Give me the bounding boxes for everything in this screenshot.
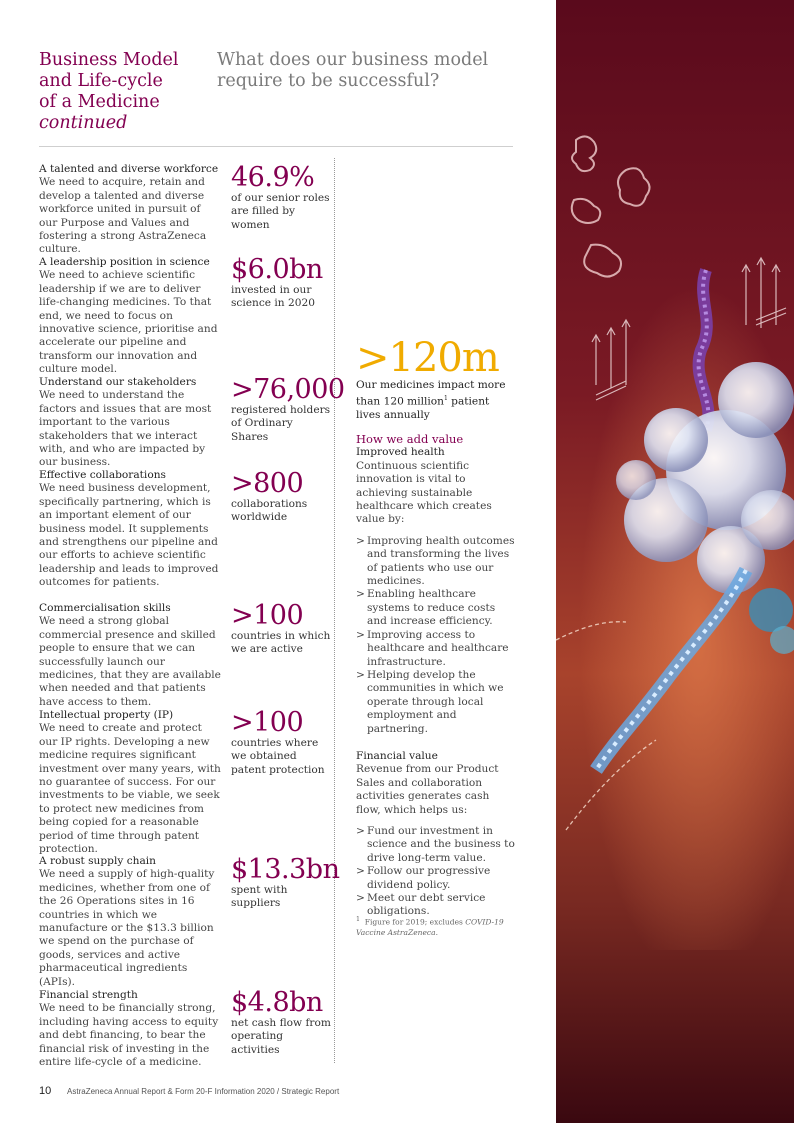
requirement-item [39,709,221,856]
footnote [356,915,516,938]
requirement-item [39,989,221,1069]
requirement-item [39,469,221,590]
stat-label: registered holders of Ordinary Shares [231,404,331,443]
requirement-item [39,602,221,709]
stat-block [231,164,331,232]
section-title-continued: continued [39,113,128,133]
list-item: > Fund our investment in science and the business to drive long-term value. [356,825,516,865]
stat-block [231,989,331,1057]
stat-label: countries in which we are active [231,630,331,656]
financial-intro: Revenue from our Product Sales and collaboration activities generates cash flow, which helps us: [356,763,499,816]
hero-label-text: Our medicines impact more than 120 million [356,379,506,408]
section-title-line: Business Model [39,50,179,70]
stat-label: countries where we obtained patent protection [231,737,325,776]
requirement-heading: Commercialisation skills [39,602,171,614]
stat-value: $13.3bn [231,854,340,885]
financial-bullets [356,825,516,919]
stat-value: 46.9% [231,162,315,193]
stat-value: $4.8bn [231,987,323,1018]
stat-label: net cash flow from operating activities [231,1017,331,1056]
requirement-heading: Financial strength [39,989,138,1001]
stat-label: of our senior roles are filled by women [231,192,330,231]
hero-value: >120m [356,335,499,381]
requirement-heading: Intellectual property (IP) [39,709,174,721]
requirement-body: We need a supply of high-quality medicines, whether from one of the 26 Operations sites in 16 countries in which we manufacture or the $13.3 billion we spend on the purchase of goods, services and active pharmaceutical ingredients (APIs). [39,868,215,988]
requirement-item [39,855,221,989]
stat-block [231,470,331,525]
requirement-body: We need to acquire, retain and develop a talented and diverse workforce united in pursuit of our Purpose and Values and fostering a strong AstraZeneca culture. [39,176,207,256]
requirement-item [39,256,221,377]
stat-label: collaborations worldwide [231,498,308,524]
financial-subheading: Financial value [356,749,438,762]
requirement-body: We need business development, specifically partnering, which is an important element of our business model. It supplements and strengthens our pipeline and our efforts to achieve scientific leadership and leads to improved outcomes for patients. [39,482,219,589]
stat-value: >100 [231,600,304,631]
health-bullets [356,535,516,736]
section-question [217,50,507,92]
footnote-ref: 1 [443,395,448,403]
section-question-line: require to be successful? [217,71,440,91]
requirement-body: We need to create and protect our IP rights. Developing a new medicine requires significant investment over many years, with no guarantee of success. For our investments to be viable, we seek to protect new medicines from being copied for a reasonable period of time through patent protection. [39,722,221,856]
requirement-item [39,163,221,257]
requirement-heading: Effective collaborations [39,469,166,481]
footnote-text: Figure for 2019; excludes [364,917,466,927]
hero-stat [356,337,516,423]
footnote-mark: 1 [356,916,360,923]
requirement-body: We need to understand the factors and issues that are most important to the various stakeholders that we interact with, and who are impacted by our business. [39,389,212,469]
requirement-body: We need a strong global commercial presence and skilled people to ensure that we can successfully launch our medicines, that they are available when needed and that patients have access to them. [39,615,221,708]
stat-value: >100 [231,707,304,738]
list-item: > Improving access to healthcare and healthcare infrastructure. [356,629,516,669]
footer-text: AstraZeneca Annual Report & Form 20-F Information 2020 / Strategic Report [67,1087,340,1096]
requirement-heading: A talented and diverse workforce [39,163,219,175]
stat-value: >800 [231,468,304,499]
page-footer [39,1085,339,1097]
stat-label: spent with suppliers [231,884,288,910]
stat-block [231,374,345,444]
list-item: > Enabling healthcare systems to reduce costs and increase efficiency. [356,588,516,628]
requirement-item [39,376,221,470]
hero-label [356,379,516,423]
value-section [356,433,516,919]
hero-label-text: patient lives annually [356,395,490,422]
list-item: > Follow our progressive dividend policy. [356,865,516,892]
stat-value: >76,000 [231,374,345,405]
section-title-line: of a Medicine [39,92,160,112]
header-divider [39,146,513,147]
stat-block [231,709,331,777]
requirement-body: We need to achieve scientific leadership if we are to deliver life-changing medicines. To that end, we need to focus on innovative science, prioritise and accelerate our pipeline and transform our innovation and culture model. [39,269,218,376]
stat-block [231,854,340,911]
list-item: > Meet our debt service obligations. [356,892,516,919]
stat-block [231,602,331,657]
requirement-heading: A leadership position in science [39,256,210,268]
stat-value: $6.0bn [231,254,323,285]
section-title-line: and Life-cycle [39,71,163,91]
column-divider [334,158,335,1063]
molecule-artwork [556,0,794,1123]
requirement-heading: Understand our stakeholders [39,376,197,388]
section-question-line: What does our business model [217,50,489,70]
requirement-heading: A robust supply chain [39,855,156,867]
stat-block [231,256,331,311]
stat-label: invested in our science in 2020 [231,284,315,310]
section-title [39,50,209,134]
list-item: > Helping develop the communities in which we operate through local employment and partnering. [356,669,516,736]
footnote-italic: COVID-19 Vaccine AstraZeneca. [356,917,504,937]
list-item: > Improving health outcomes and transforming the lives of patients who use our medicines. [356,535,516,589]
requirement-body: We need to be financially strong, including having access to equity and debt financing, to bear the financial risk of investing in the entire life-cycle of a medicine. [39,1002,219,1069]
health-intro: Continuous scientific innovation is vital to achieving sustainable healthcare which creates value by: [356,459,492,526]
value-heading: How we add value [356,432,464,446]
health-subheading: Improved health [356,446,445,459]
page-number: 10 [39,1085,52,1097]
